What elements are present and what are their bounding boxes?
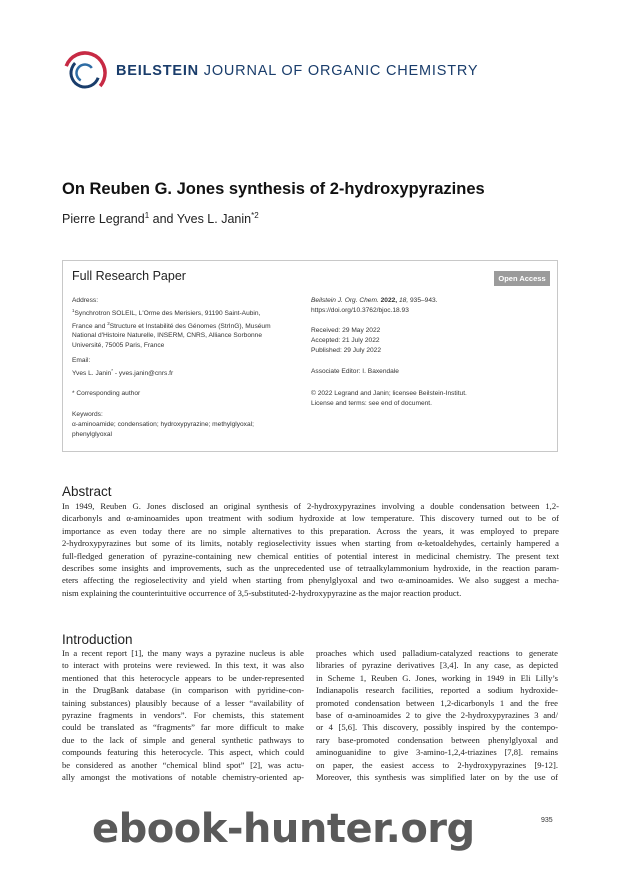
text-line: taining substances) plausibly because of a lesser “availability of — [62, 697, 304, 708]
text-line: ally amongst the motivations of notable chemistry-oriented ap- — [62, 772, 304, 783]
text-line: on paper, the easiest access to 2-hydroxypyrazines [9-12]. — [316, 759, 558, 770]
text-line: pyrazine fragments in vendors”. For chemists, this statement — [62, 710, 304, 721]
article-type: Full Research Paper — [72, 269, 186, 283]
intro-column-left — [62, 647, 304, 783]
text-line: promoted condensation between 1,2-dicarbonyls 1 and the free — [316, 697, 558, 708]
text-line: base of α-aminoamides 2 to give the 2-hydroxypyrazines 3 and/ — [316, 710, 558, 721]
text-line: Indianapolis research facilities, reported a sodium hydroxide- — [316, 685, 558, 696]
page-number: 935 — [541, 817, 553, 824]
text-line: eters affecting the regioselectivity and yield when starting from phenylglyoxal and two α-aminoamides. We also suggest a mecha- — [62, 575, 559, 586]
text-line: dicarbonyls and α-aminoamides upon treatment with sodium hydroxide at low temperature. This discovery turned out to be of — [62, 513, 559, 524]
doi-link[interactable]: https://doi.org/10.3762/bjoc.18.93 — [311, 306, 409, 314]
abstract-text — [62, 500, 559, 599]
license-block: © 2022 Legrand and Janin; licensee Beilstein-Institut. License and terms: see end of document. — [311, 390, 467, 407]
corresponding-author-note: * Corresponding author — [72, 390, 141, 397]
text-line: aminoguanidine to give 3-amino-1,2,4-triazines [7,8]. remains — [316, 747, 558, 758]
text-line: compounds featuring this heterocycle. This aspect, which could — [62, 747, 304, 758]
text-line: could be translated as “fragments” far more difficult to make — [62, 722, 304, 733]
text-line: full-fledged generation of pyrazine-containing new chemical entities of potential interest in medicinal chemistry. The present text — [62, 550, 559, 561]
text-line: importance as even today there are no simple alternatives to this preparation. Across the years, it was employed to prepare — [62, 525, 559, 536]
email-link[interactable]: - yves.janin@cnrs.fr — [113, 369, 174, 377]
journal-name: BEILSTEIN JOURNAL OF ORGANIC CHEMISTRY — [116, 63, 479, 79]
text-line: nism explaining the counterintuitive occurrence of 3,5-substituted-2-hydroxypyrazine as the major reaction product. — [62, 587, 462, 598]
journal-logo-icon — [62, 50, 108, 96]
text-line: be considered as another “chemical blind spot” [2], was actu- — [62, 759, 304, 770]
text-line: to interact with proteins were reviewed. In this text, it was also — [62, 660, 304, 671]
text-line: In 1949, Reuben G. Jones disclosed an original synthesis of 2-hydroxypyrazines involving a double condensation between 1,2- — [62, 501, 559, 511]
address-block: Address: $^1$Synchrotron SOLEIL, L'Orme des Merisiers, 91190 Saint-Aubin, France and $^2$Structure et Instabilité des Génomes (StrInG), Muséum National d'Histoire Naturelle, INSERM, CNRS, Alliance Sorbonne Université, 75005 Paris, France — [72, 297, 271, 350]
text-line: describes some insights and improvements, such as the unprecedented use of tetraalkylammonium hydroxide, in the reaction param- — [62, 563, 559, 574]
text-line: In a recent report [1], the many ways a pyrazine nucleus is able — [62, 648, 304, 658]
text-line: in the DrugBank database (in comparison with pyridine-con- — [62, 685, 304, 696]
citation-block: Beilstein J. Org. Chem. 2022, 18, 935–943. https://doi.org/10.3762/bjoc.18.93 — [311, 296, 546, 316]
text-line: 2-hydroxypyrazines but some of its limits, notably regioselectivity issues when starting from α-ketoaldehydes, certainly hampered a — [62, 538, 559, 549]
text-line: Moreover, this synthesis was simplified later on by the use of — [316, 772, 558, 783]
text-line: or 4 [5,6]. This discovery, possibly inspired by the contempo- — [316, 722, 558, 733]
text-line: due to the lack of simple and general synthetic pathways to — [62, 734, 304, 745]
author-name: Yves L. Janin — [176, 212, 252, 226]
keywords-block: Keywords: α-aminoamide; condensation; hydroxypyrazine; methylglyoxal; phenylglyoxal — [72, 411, 254, 438]
email-block: Email: Yves L. Janin* - yves.janin@cnrs.fr — [72, 357, 174, 377]
watermark-text: ebook-hunter.org — [92, 806, 475, 852]
author-name: Pierre Legrand — [62, 212, 145, 226]
text-line: rary base-promoted condensation between phenylglyoxal and — [316, 734, 558, 745]
author-list: Pierre Legrand$^1$ and Yves L. Janin$^{*2}$ — [62, 211, 259, 226]
abstract-heading: Abstract — [62, 484, 112, 499]
text-line: in Scheme 1, Reuben G. Jones, working in 1949 in Eli Lilly’s — [316, 672, 558, 683]
article-title: On Reuben G. Jones synthesis of 2-hydroxypyrazines — [62, 180, 485, 198]
introduction-heading: Introduction — [62, 632, 133, 647]
text-line: libraries of pyrazine derivatives [3,4]. In any case, as depicted — [316, 660, 558, 671]
dates-block: Received: 29 May 2022 Accepted: 21 July 2022 Published: 29 July 2022 — [311, 327, 382, 354]
associate-editor: Associate Editor: I. Baxendale — [311, 368, 399, 375]
open-access-badge: Open Access — [494, 271, 550, 286]
text-line: mentioned that this heterocycle appears to be under-represented — [62, 672, 304, 683]
text-line: proaches which used palladium-catalyzed reactions to generate — [316, 648, 558, 658]
intro-column-right — [316, 647, 558, 783]
